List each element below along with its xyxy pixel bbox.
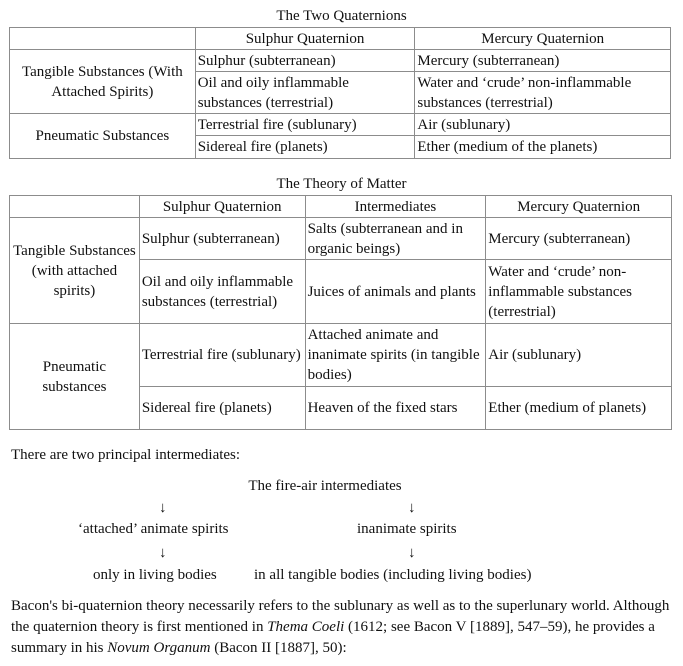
table2-header-mercury: Mercury Quaternion	[486, 196, 672, 218]
intermediates-intro: There are two principal intermediates:	[11, 447, 241, 463]
table2-cell: Juices of animals and plants	[305, 260, 486, 324]
arrow-down-icon: ↓	[159, 500, 167, 516]
table1-cell: Ether (medium of the planets)	[415, 136, 671, 159]
quaternions-table	[9, 27, 671, 159]
table1-caption: The Two Quaternions	[276, 8, 407, 24]
table1-cell: Terrestrial fire (sublunary)	[195, 114, 415, 136]
arrow-down-icon: ↓	[408, 500, 416, 516]
paragraph-text: (1612; see Bacon V [1889], 547–59), he provides a summary in his	[11, 619, 655, 656]
table2-cell: Heaven of the fixed stars	[305, 387, 486, 430]
arrow-down-icon: ↓	[159, 545, 167, 561]
table1-cell: Sidereal fire (planets)	[195, 136, 415, 159]
arrow-down-icon: ↓	[408, 545, 416, 561]
table2-cell: Attached animate and inanimate spirits (in tangible bodies)	[305, 324, 486, 387]
table1-cell: Sulphur (subterranean)	[195, 50, 415, 72]
table2-cell: Water and ‘crude’ non-inflammable substances (terrestrial)	[486, 260, 672, 324]
table1-header-mercury: Mercury Quaternion	[415, 28, 671, 50]
flow-left-mid: ‘attached’ animate spirits	[78, 521, 229, 537]
flow-right-bottom: in all tangible bodies (including living bodies)	[254, 567, 532, 583]
table2-header-intermediates: Intermediates	[305, 196, 486, 218]
table2-cell: Salts (subterranean and in organic beings)	[305, 218, 486, 260]
table1-header-sulphur: Sulphur Quaternion	[195, 28, 415, 50]
table2-cell: Air (sublunary)	[486, 324, 672, 387]
table1-cell: Air (sublunary)	[415, 114, 671, 136]
flow-right-mid: inanimate spirits	[357, 521, 457, 537]
table2-cell: Terrestrial fire (sublunary)	[139, 324, 305, 387]
table1-cell: Water and ‘crude’ non-inflammable substances (terrestrial)	[415, 72, 671, 114]
table1-cell: Oil and oily inflammable substances (terrestrial)	[195, 72, 415, 114]
table1-corner-cell	[10, 28, 196, 50]
paragraph-text: (Bacon II [1887], 50):	[210, 640, 347, 656]
work-title-novum-organum: Novum Organum	[107, 640, 211, 656]
table2-corner-cell	[10, 196, 140, 218]
table2-row-label-tangible: Tangible Substances (with attached spirits)	[10, 218, 140, 324]
flow-top-label: The fire-air intermediates	[248, 478, 402, 494]
table1-row-label-tangible: Tangible Substances (With Attached Spirits)	[10, 50, 196, 114]
table2-caption: The Theory of Matter	[276, 176, 407, 192]
table2-cell: Sidereal fire (planets)	[139, 387, 305, 430]
table1-cell: Mercury (subterranean)	[415, 50, 671, 72]
theory-of-matter-table	[9, 195, 672, 430]
table2-cell: Sulphur (subterranean)	[139, 218, 305, 260]
table2-cell: Ether (medium of planets)	[486, 387, 672, 430]
work-title-thema-coeli: Thema Coeli	[267, 619, 345, 635]
body-paragraph	[11, 596, 676, 659]
table2-cell: Oil and oily inflammable substances (terrestrial)	[139, 260, 305, 324]
flow-left-bottom: only in living bodies	[93, 567, 217, 583]
paragraph-text: Bacon's bi-quaternion theory necessarily refers to the sublunary as well as to the superlunary world. Although the quaternion theory is first mentioned in	[11, 598, 670, 635]
table2-row-label-pneumatic: Pneumatic substances	[10, 324, 140, 430]
table2-cell: Mercury (subterranean)	[486, 218, 672, 260]
table1-row-label-pneumatic: Pneumatic Substances	[10, 114, 196, 159]
table2-header-sulphur: Sulphur Quaternion	[139, 196, 305, 218]
